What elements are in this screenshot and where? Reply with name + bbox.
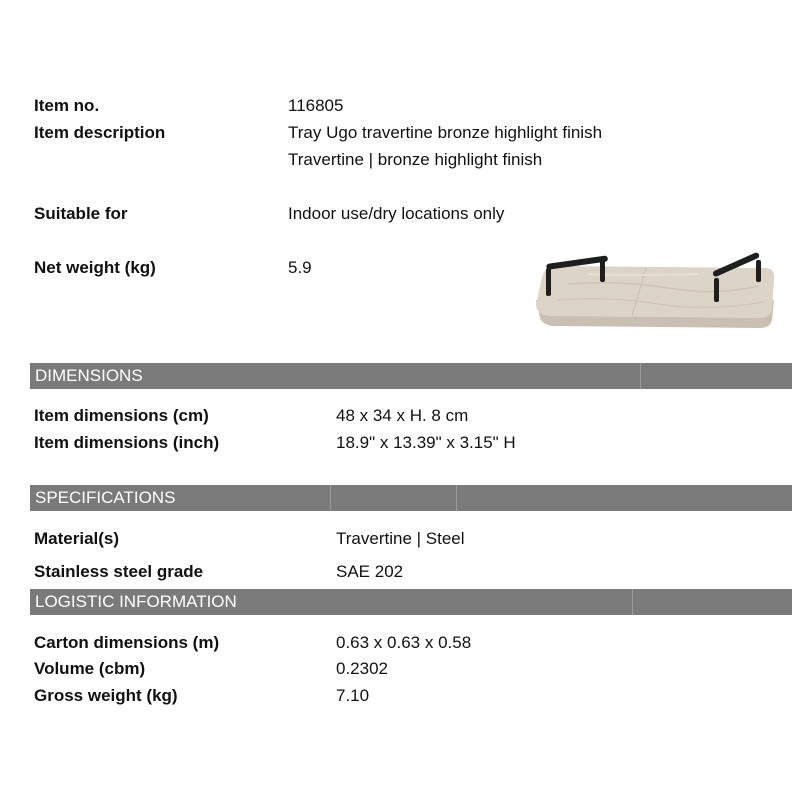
item-dimensions-inch-value: 18.9" x 13.39" x 3.15" H	[336, 433, 516, 452]
net-weight-value: 5.9	[288, 258, 312, 277]
carton-dimensions-label: Carton dimensions (m)	[34, 633, 220, 652]
materials-label: Material(s)	[34, 529, 120, 548]
gross-weight-label: Gross weight (kg)	[34, 686, 178, 705]
item-description-label: Item description	[34, 123, 166, 142]
item-description-line1: Tray Ugo travertine bronze highlight finish	[288, 123, 603, 142]
materials-value: Travertine | Steel	[336, 529, 465, 548]
suitable-for-value: Indoor use/dry locations only	[288, 204, 505, 223]
logistic-header-title: LOGISTIC INFORMATION	[35, 592, 237, 611]
item-dimensions-cm-label: Item dimensions (cm)	[34, 406, 209, 425]
steel-grade-value: SAE 202	[336, 562, 404, 581]
header-separator	[330, 485, 331, 511]
volume-value: 0.2302	[336, 659, 388, 678]
header-separator	[640, 363, 641, 389]
dimensions-header	[30, 363, 792, 389]
item-dimensions-inch-label: Item dimensions (inch)	[34, 433, 220, 452]
item-dimensions-cm-value: 48 x 34 x H. 8 cm	[336, 406, 469, 425]
volume-label: Volume (cbm)	[34, 659, 146, 678]
steel-grade-label: Stainless steel grade	[34, 562, 204, 581]
item-no-label: Item no.	[34, 96, 100, 115]
net-weight-label: Net weight (kg)	[34, 258, 156, 277]
gross-weight-value: 7.10	[336, 686, 370, 705]
item-no-value: 116805	[288, 96, 344, 115]
header-separator	[456, 485, 457, 511]
tray-product-image	[528, 244, 780, 340]
item-description-line2: Travertine | bronze highlight finish	[288, 150, 543, 169]
header-separator	[632, 589, 633, 615]
logistic-header	[30, 589, 792, 615]
carton-dimensions-value: 0.63 x 0.63 x 0.58	[336, 633, 472, 652]
dimensions-header-title: DIMENSIONS	[35, 366, 143, 385]
suitable-for-label: Suitable for	[34, 204, 128, 223]
specifications-header	[30, 485, 792, 511]
specifications-header-title: SPECIFICATIONS	[35, 488, 176, 507]
